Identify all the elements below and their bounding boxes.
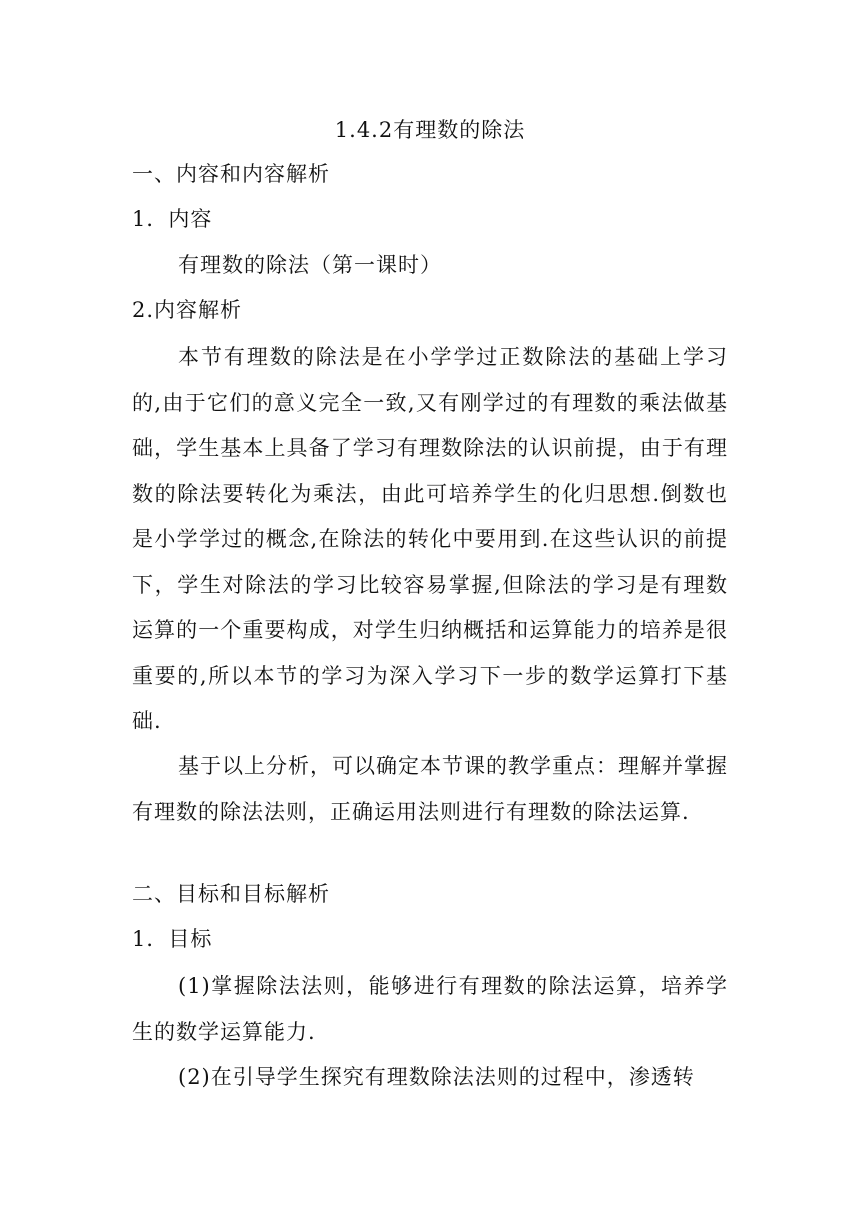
goal-item-2: (2)在引导学生探究有理数除法法则的过程中，渗透转 — [178, 1065, 695, 1089]
section-heading-goals: 二、目标和目标解析 — [132, 882, 330, 906]
analysis-paragraph-2: 基于以上分析，可以确定本节课的教学重点：理解并掌握有理数的除法法则，正确运用法则进行有理数的除法运算. — [132, 754, 728, 824]
document-title: 1.4.2有理数的除法 — [334, 118, 526, 142]
content-text: 有理数的除法（第一课时） — [178, 253, 442, 277]
analysis-paragraph-1: 本节有理数的除法是在小学学过正数除法的基础上学习的,由于它们的意义完全一致,又有刚学过的有理数的乘法做基础，学生基本上具备了学习有理数除法的认识前提，由于有理数的除法要转化为乘法，由此可培养学生的化归思想.倒数也是小学学过的概念,在除法的转化中要用到.在这些认识的前提下，学生对除法的学习比较容易掌握,但除法的学习是有理数运算的一个重要构成，对学生归纳概括和运算能力的培养是很重要的,所以本节的学习为深入学习下一步的数学运算打下基础. — [132, 345, 728, 733]
section-heading-content: 一、内容和内容解析 — [132, 162, 330, 186]
subsection-heading-content: 1．内容 — [132, 207, 213, 231]
goal-item-1: (1)掌握除法法则，能够进行有理数的除法运算，培养学生的数学运算能力. — [132, 974, 728, 1044]
subsection-heading-goals: 1．目标 — [132, 927, 213, 951]
subsection-heading-content-analysis: 2.内容解析 — [132, 298, 243, 322]
